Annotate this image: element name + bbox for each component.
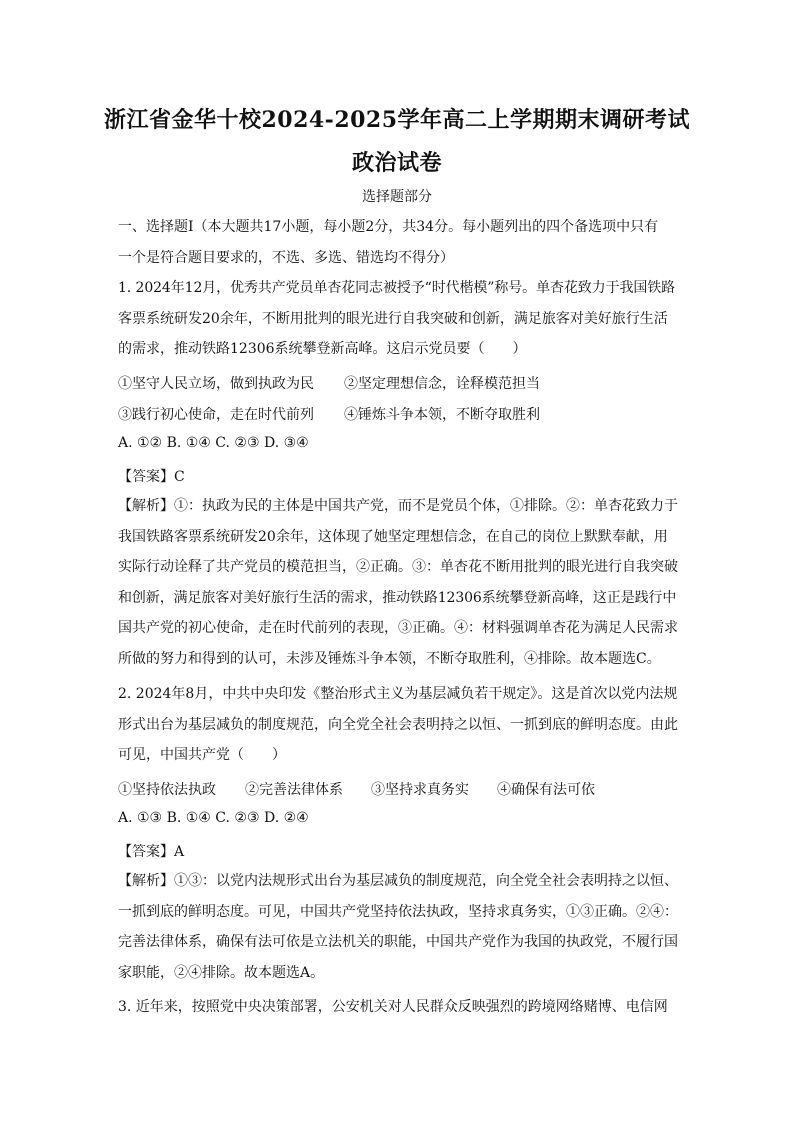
intro-line: 一个是符合题目要求的，不选、多选、错选均不得分） <box>118 249 454 266</box>
option-1: ①坚持依法执政 <box>118 782 216 798</box>
question-1-stem <box>118 273 678 365</box>
stem-line: 的需求，推动铁路12306系统攀登新高峰。这启示党员要（ ） <box>118 341 527 357</box>
option-4: ④确保有法可依 <box>497 782 595 798</box>
analysis-line: 实际行动诠释了共产党员的模范担当，②正确。③：单杏花不断用批判的眼光进行自我突破 <box>118 559 678 575</box>
question-2-choices: A. ①③ B. ①④ C. ②③ D. ②④ <box>118 810 309 826</box>
option-3: ③坚持求真务实 <box>371 782 469 798</box>
question-2-answer: 【答案】A <box>118 844 185 860</box>
option-4: ④锤炼斗争本领，不断夺取胜利 <box>344 407 540 423</box>
question-1-options-row-2 <box>118 404 540 424</box>
exam-title: 浙江省金华十校2024-2025学年高二上学期期末调研考试 <box>103 107 691 133</box>
question-2-options-row <box>118 779 595 799</box>
option-1: ①坚守人民立场，做到执政为民 <box>118 376 314 392</box>
question-1-options-row-1 <box>118 373 540 393</box>
question-2-stem <box>118 679 678 771</box>
stem-line: 形式出台为基层减负的制度规范，向全党全社会表明持之以恒、一抓到底的鲜明态度。由此 <box>118 716 678 733</box>
analysis-line: 【解析】①：执政为民的主体是中国共产党，而不是党员个体，①排除。②：单杏花致力于 <box>118 498 678 514</box>
analysis-line: 完善法律体系，确保有法可依是立法机关的职能，中国共产党作为我国的执政党，不履行国 <box>118 934 678 950</box>
stem-line: 客票系统研发20余年，不断用批判的眼光进行自我突破和创新，满足旅客对美好旅行生活 <box>118 310 668 327</box>
option-2: ②完善法律体系 <box>245 782 343 798</box>
question-1-analysis <box>118 491 678 674</box>
stem-line: 可见，中国共产党（ ） <box>118 747 286 763</box>
question-3-stem <box>118 992 678 1023</box>
analysis-line: 所做的努力和得到的认可，未涉及锤炼斗争本领，不断夺取胜利，④排除。故本题选C。 <box>118 650 661 667</box>
section-label: 选择题部分 <box>362 189 432 205</box>
analysis-line: 国共产党的初心使命，走在时代前列的表现，③正确。④：材料强调单杏花为满足人民需求 <box>118 620 678 636</box>
analysis-line: 【解析】①③：以党内法规形式出台为基层减负的制度规范，向全党全社会表明持之以恒、 <box>118 873 678 889</box>
question-2-analysis <box>118 866 678 988</box>
analysis-line: 和创新，满足旅客对美好旅行生活的需求，推动铁路12306系统攀登新高峰，这正是践行中 <box>118 589 677 606</box>
exam-subject-title: 政治试卷 <box>351 150 442 176</box>
option-3: ③践行初心使命，走在时代前列 <box>118 407 314 423</box>
section-intro <box>118 212 678 273</box>
option-2: ②坚定理想信念，诠释模范担当 <box>344 376 540 392</box>
analysis-line: 一抓到底的鲜明态度。可见，中国共产党坚持依法执政，坚持求真务实，①③正确。②④： <box>118 903 678 920</box>
stem-line: 3. 近年来，按照党中央决策部署，公安机关对人民群众反映强烈的跨境网络赌博、电信网 <box>118 999 668 1015</box>
analysis-line: 家职能，②④排除。故本题选A。 <box>118 964 325 981</box>
analysis-line: 我国铁路客票系统研发20余年，这体现了她坚定理想信念，在自己的岗位上默默奉献，用 <box>118 528 668 545</box>
stem-line: 1. 2024年12月，优秀共产党员单杏花同志被授予“时代楷模”称号。单杏花致力于我国铁路 <box>118 280 676 296</box>
intro-line: 一、选择题Ⅰ（本大题共17小题，每小题2分，共34分。每小题列出的四个备选项中只有 <box>118 219 659 235</box>
stem-line: 2. 2024年8月，中共中央印发《整治形式主义为基层减负若干规定》。这是首次以党内法规 <box>118 686 678 702</box>
question-1-answer: 【答案】C <box>118 469 185 485</box>
question-1-choices: A. ①② B. ①④ C. ②③ D. ③④ <box>118 435 309 451</box>
